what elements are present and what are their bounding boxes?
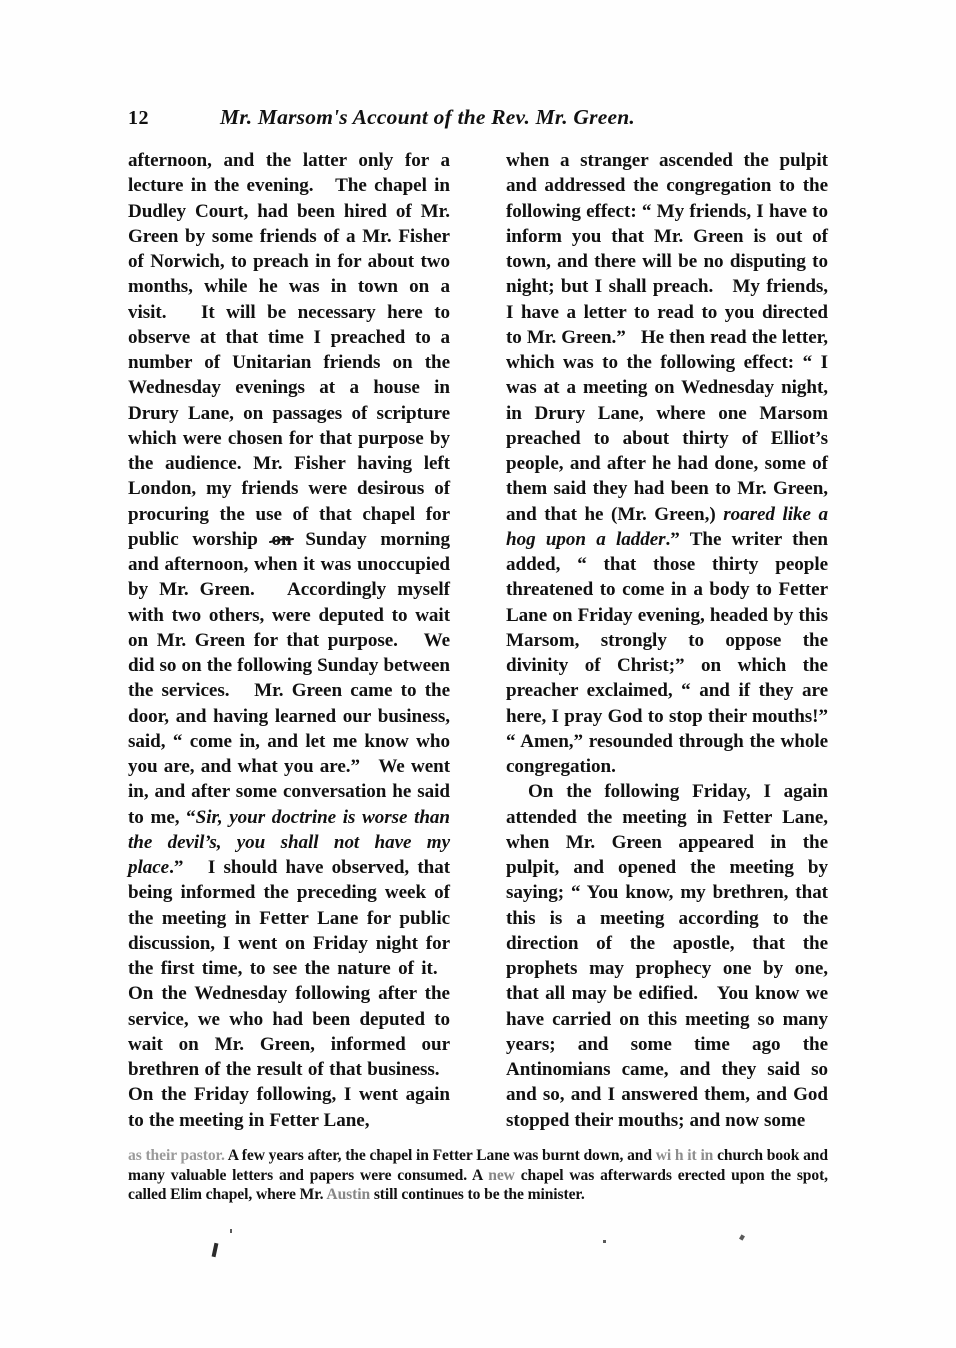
text-run: .” xyxy=(169,857,184,878)
faded-text: Austin xyxy=(326,1186,371,1204)
faded-text: wi h it in xyxy=(655,1147,714,1164)
right-column xyxy=(506,148,828,1133)
text-run: “ Amen,” resounded through the whole congregation. xyxy=(506,730,828,777)
italic-quote: roared like a hog upon a ladder xyxy=(506,503,829,550)
text-run: On the Wednesday following after the service, we who had been deputed to wait on Mr. Green, informed our brethren of the result of that business. xyxy=(128,983,450,1080)
text-run: A few years after, the chapel in Fetter Lane was burnt down, and xyxy=(227,1147,652,1164)
page-folio-number: 12 xyxy=(128,107,149,129)
text-run: “ My friends, I have to inform you that Mr. Green is out of town, and there will be no disputing to night; but I shall preach. xyxy=(506,200,828,298)
scan-speck xyxy=(230,1229,232,1233)
text-run: Accordingly myself with two others, were deputed to wait on Mr. Green for that purpose. xyxy=(128,579,450,651)
text-run: On the following Friday, I again attended the meeting in Fetter Lane, when Mr. Green appeared in the pulpit, and opened the meeting by saying; “ You know, my brethren, that this is a meeting according to the direction of the apostle, that the prophets may prophecy one by one, that all may be edified. xyxy=(506,781,828,1005)
text-run: We did so on the following Sunday between the services. xyxy=(128,629,450,702)
text-run: On the Friday following, I went again to the meeting in Fetter Lane, xyxy=(128,1084,450,1131)
text-run: .” xyxy=(665,528,680,550)
left-column-paragraph xyxy=(128,148,450,1133)
faded-text: as their pastor. xyxy=(128,1147,225,1164)
pen-tick-mark xyxy=(212,1243,219,1258)
right-column-paragraph xyxy=(506,148,828,779)
faded-text: new xyxy=(488,1166,515,1184)
text-run: It will be necessary here to observe at that time I preached to a number of Unitarian friends on the Wednesday evenings at a house in Drury Lane, on passages of scripture which were chosen for that purpose by the audience. Mr. Fisher having left London, my friends were desirous of procuring the use of that chapel for public worship on Sunday morning and afternoon, when it was unoccupied by Mr. Green. xyxy=(128,301,450,601)
text-run: church book and many valuable letters and papers were consumed. A xyxy=(128,1147,828,1184)
text-run: chapel was afterwards erected upon the spot, called Elim chapel, where Mr. xyxy=(128,1166,828,1204)
footnote-line xyxy=(128,1146,828,1205)
running-head xyxy=(128,105,828,135)
text-run: afternoon, and the latter only for a lecture in the evening. xyxy=(128,150,450,197)
text-run: “ I was at a meeting on Wednesday night, in Drury Lane, where one Marsom preached to about thirty of Elliot’s people, and after he had done, some of them said they had been to Mr. Green, and that he (Mr. Green,) xyxy=(506,352,828,525)
text-run: My friends, I have a letter to read to you directed to Mr. Green.” xyxy=(506,276,828,348)
text-run: We went in, and after some conversation he said to me, “ xyxy=(128,756,450,828)
text-run: still continues to be the minister. xyxy=(373,1186,585,1204)
footnote xyxy=(128,1146,828,1205)
text-run: The chapel in Dudley Court, had been hired of Mr. Green by some friends of a Mr. Fisher of Norwich, to preach in for about two months, while he was in town on a visit. xyxy=(128,175,450,323)
running-head-title: Mr. Marsom's Account of the Rev. Mr. Green. xyxy=(220,105,635,129)
italic-quote: Sir, your doctrine is worse than the devil’s, you shall not have my place xyxy=(128,806,451,878)
scan-speck xyxy=(739,1234,745,1240)
text-run: when a stranger ascended the pulpit and addressed the congregation to the following effect: xyxy=(506,150,828,222)
text-run: You know we have carried on this meeting so many years; and some time ago the Antinomians came, and they said so and so, and I answered them, and God stopped their mouths; and now some xyxy=(506,983,828,1131)
text-run: He then read the letter, which was to the following effect: xyxy=(506,326,829,373)
left-column xyxy=(128,148,450,1133)
scan-speck xyxy=(603,1240,606,1243)
text-run: The writer then added, “ that those thirty people threatened to come in a body to Fetter Lane on Friday evening, headed by this Marsom, strongly to oppose the divinity of Christ;” on which the preacher exclaimed, “ and if they are here, I pray God to stop their mouths!” xyxy=(506,528,828,727)
body-columns xyxy=(128,148,828,1133)
text-run: I should have observed, that being informed the preceding week of the meeting in Fetter Lane for public discussion, I went on Friday night for the first time, to see the nature of it. xyxy=(128,857,451,979)
right-column-paragraph xyxy=(506,779,828,1133)
text-run: Mr. Green came to the door, and having learned our business, said, “ come in, and let me know who you are, and what you are.” xyxy=(128,680,450,777)
